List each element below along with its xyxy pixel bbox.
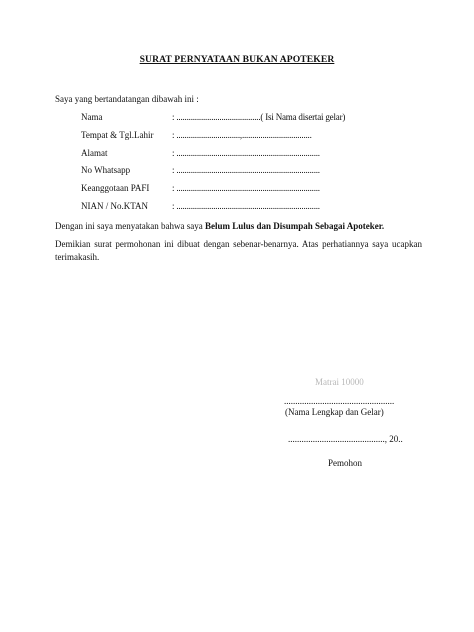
field-label: No Whatsapp <box>81 165 131 175</box>
statement-emphasis: Belum Lulus dan Disumpah Sebagai Apoteker. <box>204 221 385 231</box>
field-label: Keanggotaan PAFI <box>81 183 150 193</box>
field-label: Tempat & Tgl.Lahir <box>81 130 154 140</box>
field-nama <box>81 112 421 124</box>
field-value: : ...................................................................... <box>172 165 320 175</box>
closing-paragraph: Demikian surat permohonan ini dibuat dengan sebenar-benarnya. Atas perhatiannya saya ucapkan terimakasih. <box>55 239 422 262</box>
field-value: : ...................................................................... <box>172 183 320 193</box>
field-label: NIAN / No.KTAN <box>81 201 149 211</box>
document-title: SURAT PERNYATAAN BUKAN APOTEKER <box>139 54 335 65</box>
signature-line: ................................................. <box>284 396 395 406</box>
field-value: : ...................................................................... <box>172 148 320 158</box>
field-value: : .........................................( Isi Nama disertai gelar) <box>172 112 346 122</box>
field-nian-ktan <box>81 201 421 213</box>
field-keanggotaan-pafi <box>81 183 421 195</box>
field-value: : ...................................................................... <box>172 201 320 211</box>
field-label: Nama <box>81 112 103 122</box>
applicant-label: Pemohon <box>328 458 363 468</box>
stamp-note: Matrai 10000 <box>315 377 364 387</box>
field-value: : ...............................,.................................. <box>172 130 312 140</box>
statement-text: Dengan ini saya menyatakan bahwa saya <box>55 221 205 231</box>
field-alamat <box>81 148 421 160</box>
field-label: Alamat <box>81 148 108 158</box>
place-date-line: ..........................................., 20.. <box>288 434 403 444</box>
field-no-whatsapp <box>81 165 421 177</box>
intro-text: Saya yang bertandatangan dibawah ini : <box>55 94 199 104</box>
field-tempat-tgl-lahir <box>81 130 421 142</box>
signature-caption: (Nama Lengkap dan Gelar) <box>285 407 384 417</box>
statement-paragraph <box>55 220 422 233</box>
